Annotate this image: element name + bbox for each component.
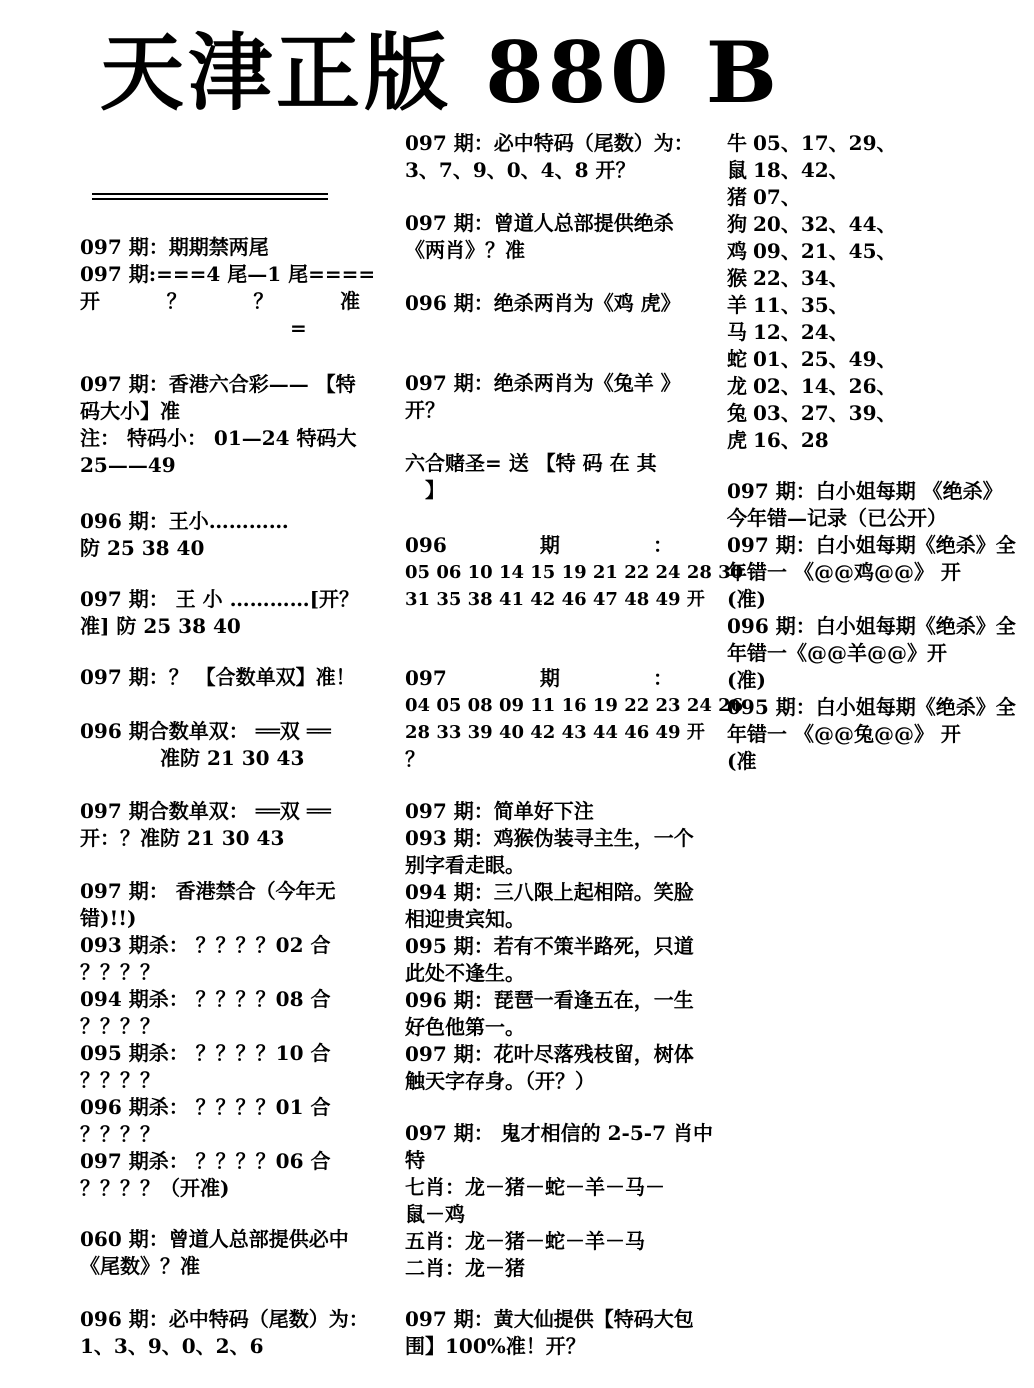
text-line: 095 期：若有不策半路死，只道 [405, 934, 694, 958]
block-odd-even-097 [80, 664, 356, 691]
text-line: 097 期：曾道人总部提供绝杀 [405, 211, 674, 235]
text-line: 六合赌圣= 送 【特 码 在 其 [405, 451, 657, 475]
zodiac-row [727, 427, 897, 454]
zodiac-numbers: 18、42、 [753, 158, 849, 182]
block-riddles [405, 798, 694, 1095]
zodiac-row [727, 265, 897, 292]
zodiac-numbers: 12、24、 [753, 320, 849, 344]
zodiac-name: 龙 [727, 374, 747, 398]
block-two-tails [80, 234, 376, 342]
text-line: (准) [727, 668, 766, 692]
text-line: 《尾数》？准 [80, 1254, 200, 1278]
block-tail-097 [405, 130, 694, 184]
text-line: 好色他第一。 [405, 1015, 525, 1039]
text-line: 097 期：简单好下注 [405, 799, 594, 823]
zodiac-row [727, 400, 897, 427]
text-line: 期 [539, 666, 560, 690]
zodiac-name: 羊 [727, 293, 747, 317]
page-title: 天津正版 880 B [100, 23, 781, 122]
text-line: 期 [539, 533, 560, 557]
zodiac-name: 狗 [727, 212, 747, 236]
zodiac-name: 虎 [727, 428, 747, 452]
text-line: (准) [727, 587, 766, 611]
zodiac-row [727, 346, 897, 373]
text-line: 3、7、9、0、4、8 开？ [405, 158, 636, 182]
text-line: 准] 防 25 38 40 [80, 614, 241, 638]
text-line: 04 05 08 09 11 16 19 22 23 24 26 [405, 695, 744, 716]
text-line: 093 期杀： ？？？？02 合 [80, 933, 331, 957]
text-line: 特 [405, 1148, 425, 1172]
block-gambler [405, 450, 657, 504]
text-line: 096 期：绝杀两肖为《鸡 虎》 [405, 291, 681, 315]
zodiac-numbers: 05、17、29、 [753, 131, 897, 155]
text-line: 《两肖》？准 [405, 238, 525, 262]
text-line: 097 期：必中特码（尾数）为： [405, 131, 694, 155]
text-line: ？ [405, 747, 425, 771]
text-line: ？？？？ [80, 960, 160, 984]
block-numbers-097 [405, 665, 744, 773]
text-line: 096 期合数单双： ══双 ══ [80, 719, 331, 743]
text-line: 096 期：琵琶一看逢五在，一生 [405, 988, 694, 1012]
block-miss-bai [727, 478, 1016, 775]
double-rule-divider [92, 193, 328, 200]
text-line: 093 期：鸡猴伪装寻主生，一个 [405, 826, 694, 850]
text-line: 别字看走眼。 [405, 853, 525, 877]
zodiac-numbers: 20、32、44、 [753, 212, 897, 236]
zodiac-name: 鼠 [727, 158, 747, 182]
text-line: 准防 21 30 43 [160, 746, 305, 770]
text-line: 097 期： 王 小 …………[开？ [80, 587, 360, 611]
text-line: 097 期： 香港禁合（今年无 [80, 879, 336, 903]
text-line: ？？？？ [80, 1068, 160, 1092]
text-line: 五肖：龙－猪－蛇－羊－马 [405, 1229, 645, 1253]
zodiac-numbers: 03、27、39、 [753, 401, 897, 425]
block-huang-daxian [405, 1306, 694, 1360]
text-line: 1、3、9、0、2、6 [80, 1334, 264, 1358]
text-line: 096 期杀： ？？？？01 合 [80, 1095, 331, 1119]
text-line: 094 期杀： ？？？？08 合 [80, 987, 331, 1011]
text-line: 25——49 [80, 453, 176, 477]
text-line: 097 期：白小姐每期 《绝杀》 [727, 479, 1003, 503]
text-line: 097 [405, 666, 447, 690]
text-line: 年错一 《@@鸡@@》 开 [727, 560, 961, 584]
zodiac-row [727, 157, 897, 184]
text-line: 096 期：必中特码（尾数）为： [80, 1307, 369, 1331]
text-line: ： [653, 666, 673, 690]
zodiac-name: 牛 [727, 131, 747, 155]
zodiac-numbers: 09、21、45、 [753, 239, 897, 263]
text-line: 围】100%准！开？ [405, 1334, 586, 1358]
text-line: 095 期杀： ？？？？10 合 [80, 1041, 331, 1065]
text-line: 码大小】准 [80, 399, 180, 423]
zodiac-numbers: 07、 [753, 185, 801, 209]
block-odd-even-097b [80, 798, 331, 852]
zodiac-row [727, 292, 897, 319]
text-line: = [290, 316, 307, 340]
block-genius [405, 1120, 713, 1282]
zodiac-numbers: 22、34、 [753, 266, 849, 290]
block-odd-even-096 [80, 718, 331, 772]
text-line: 二肖：龙－猪 [405, 1256, 525, 1280]
block-kill-096 [405, 290, 681, 317]
text-line: 错)!!) [80, 906, 137, 930]
zodiac-name: 马 [727, 320, 747, 344]
text-line: 097 期：？ 【合数单双】准！ [80, 665, 356, 689]
text-line: 开：？准防 21 30 43 [80, 826, 285, 850]
text-line: 开 [80, 289, 100, 313]
text-line: 097 期：香港六合彩—— 【特 [80, 372, 356, 396]
text-line: 开？ [405, 398, 445, 422]
text-line: 097 期：白小姐每期《绝杀》全 [727, 533, 1016, 557]
block-size [80, 371, 370, 479]
block-wang-096 [80, 508, 289, 562]
text-line: 】 [425, 478, 445, 502]
zodiac-number-list [727, 130, 897, 454]
text-line: 注： 特码小： 01—24 特码大 [80, 426, 357, 450]
text-line: 年错一《@@羊@@》开 [727, 641, 947, 665]
text-line: 095 期：白小姐每期《绝杀》全 [727, 695, 1016, 719]
text-line: 鼠－鸡 [405, 1202, 465, 1226]
block-hk-banned [80, 878, 336, 1202]
zodiac-row [727, 130, 897, 157]
text-line: ？ [253, 289, 274, 313]
zodiac-name: 蛇 [727, 347, 747, 371]
text-line: 094 期：三八限上起相陪。笑脸 [405, 880, 694, 904]
zodiac-name: 猪 [727, 185, 747, 209]
text-line: 096 期：王小………… [80, 509, 289, 533]
text-line: ？？？？（开准) [80, 1176, 230, 1200]
text-line: ？ [166, 289, 187, 313]
text-line: 097 期:===4 尾—1 尾==== [80, 262, 376, 286]
text-line: 096 [405, 533, 447, 557]
zodiac-numbers: 01、25、49、 [753, 347, 897, 371]
text-line: 097 期杀： ？？？？06 合 [80, 1149, 331, 1173]
block-wang-097 [80, 586, 359, 640]
text-line: 相迎贵宾知。 [405, 907, 525, 931]
zodiac-row [727, 319, 897, 346]
text-line: 097 期：绝杀两肖为《兔羊 》 [405, 371, 681, 395]
text-line: 097 期： 鬼才相信的 2-5-7 肖中 [405, 1121, 713, 1145]
text-line: 28 33 39 40 42 43 44 46 49 开 [405, 722, 705, 743]
zodiac-row [727, 211, 897, 238]
text-line: 此处不逢生。 [405, 961, 525, 985]
text-line: 097 期：黄大仙提供【特码大包 [405, 1307, 694, 1331]
text-line: 年错一 《@@兔@@》 开 [727, 722, 961, 746]
block-numbers-096 [405, 532, 744, 613]
zodiac-numbers: 11、35、 [753, 293, 849, 317]
zodiac-numbers: 02、14、26、 [753, 374, 897, 398]
zodiac-name: 兔 [727, 401, 747, 425]
text-line: 097 期：期期禁两尾 [80, 235, 269, 259]
block-tail-096 [80, 1306, 369, 1360]
zodiac-name: 鸡 [727, 239, 747, 263]
text-line: 060 期：曾道人总部提供必中 [80, 1227, 349, 1251]
text-line: 今年错—记录（已公开） [727, 506, 947, 530]
text-line: 097 期合数单双： ══双 ══ [80, 799, 331, 823]
zodiac-numbers: 16、28 [753, 428, 829, 452]
text-line: 七肖：龙－猪－蛇－羊－马－ [405, 1175, 665, 1199]
zodiac-name: 猴 [727, 266, 747, 290]
text-line: 05 06 10 14 15 19 21 22 24 28 30 [405, 562, 744, 583]
block-tail-060 [80, 1226, 349, 1280]
text-line: ？？？？ [80, 1014, 160, 1038]
text-line: (准 [727, 749, 757, 773]
text-line: 触天字存身。（开？） [405, 1069, 595, 1093]
text-line: 097 期：花叶尽落残枝留，树体 [405, 1042, 694, 1066]
text-line: 096 期：白小姐每期《绝杀》全 [727, 614, 1016, 638]
text-line: ？？？？ [80, 1122, 160, 1146]
zodiac-row [727, 238, 897, 265]
text-line: 防 25 38 40 [80, 536, 205, 560]
zodiac-row [727, 373, 897, 400]
text-line: ： [653, 533, 673, 557]
block-two-zodiac [405, 210, 674, 264]
zodiac-row [727, 184, 897, 211]
text-line: 准 [339, 289, 360, 313]
text-line: 31 35 38 41 42 46 47 48 49 开 [405, 589, 705, 610]
block-kill-097 [405, 370, 681, 424]
